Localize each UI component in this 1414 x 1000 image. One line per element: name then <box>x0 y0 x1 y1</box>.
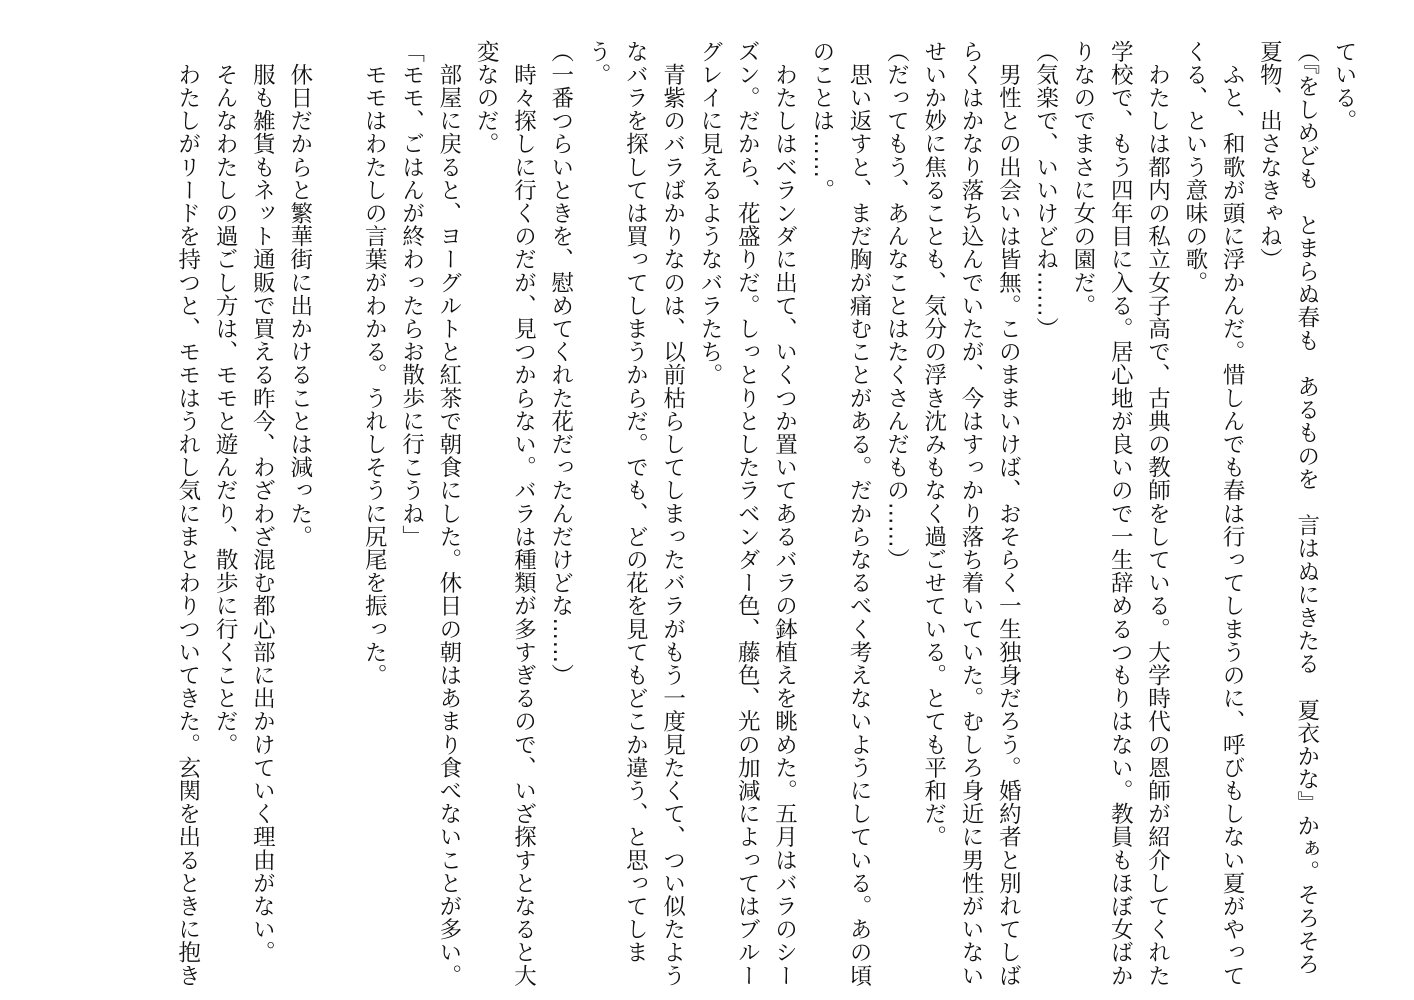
text-column: 学校で、もう四年目に入る。居心地が良いので一生辞めるつもりはない。教員もほぼ女ばか <box>1107 40 1134 988</box>
text-column: わたしがリードを持つと、モモはうれし気にまとわりついてきた。玄関を出るときに抱き <box>174 40 201 988</box>
text-column: なバラを探しては買ってしまうからだ。でも、どの花を見てもどこか違う、と思ってしま <box>622 40 649 964</box>
text-column: （一番つらいときを、慰めてくれた花だったんだけどな……） <box>547 40 574 687</box>
text-column: 思い返すと、まだ胸が痛むことがある。だからなるべく考えないようにしている。あの頃 <box>846 40 873 988</box>
text-column: 時々探しに行くのだが、見つからない。バラは種類が多すぎるので、いざ探すとなると大 <box>510 40 537 988</box>
text-column: ズン。だから、花盛りだ。しっとりとしたラベンダー色、藤色、光の加減によってはブルー <box>734 40 761 988</box>
text-column: （『をしめども とまらぬ春も あるものを 言はぬにきたる 夏衣かな』かぁ。そろそろ <box>1293 40 1320 976</box>
text-column: 夏物、出さなきゃね） <box>1256 40 1283 271</box>
text-column: ふと、和歌が頭に浮かんだ。惜しんでも春は行ってしまうのに、呼びもしない夏がやって <box>1219 40 1246 988</box>
text-column: わたしは都内の私立女子高で、古典の教師をしている。大学時代の恩師が紹介してくれた <box>1144 40 1171 988</box>
text-column: （気楽で、いいけどね……） <box>1032 40 1059 341</box>
text-column: 部屋に戻ると、ヨーグルトと紅茶で朝食にした。休日の朝はあまり食べないことが多い。 <box>435 40 462 988</box>
text-column: 青紫のバラばかりなのは、以前枯らしてしまったバラがもう一度見たくて、つい似たよう <box>659 40 686 988</box>
vertical-text-body <box>169 40 1363 988</box>
text-column: せいか妙に焦ることも、気分の浮き沈みもなく過ごせている。とても平和だ。 <box>920 40 947 849</box>
text-column: りなのでまさに女の園だ。 <box>1069 40 1096 318</box>
text-column: モモはわたしの言葉がわかる。うれしそうに尻尾を振った。 <box>361 40 388 687</box>
text-column: のことは……。 <box>808 40 835 202</box>
text-column: そんなわたしの過ごし方は、モモと遊んだり、散歩に行くことだ。 <box>212 40 239 757</box>
text-column: う。 <box>585 40 612 87</box>
text-column: グレイに見えるようなバラたち。 <box>696 40 723 387</box>
text-column: わたしはベランダに出て、いくつか置いてあるバラの鉢植えを眺めた。五月はバラのシー <box>771 40 798 988</box>
text-column: 休日だからと繁華街に出かけることは減った。 <box>286 40 313 549</box>
text-column: 男性との出会いは皆無。このままいけば、おそらく一生独身だろう。婚約者と別れてしば <box>995 40 1022 988</box>
text-column: 服も雑貨もネット通販で買える昨今、わざわざ混む都心部に出かけていく理由がない。 <box>249 40 276 964</box>
text-column: ている。 <box>1331 40 1357 133</box>
text-column: らくはかなり落ち込んでいたが、今はすっかり落ち着いていた。むしろ身近に男性がいない <box>958 40 985 988</box>
blank-column <box>318 40 355 970</box>
text-column: 変なのだ。 <box>473 40 500 156</box>
text-column: くる、という意味の歌。 <box>1181 40 1208 295</box>
text-column: （だってもう、あんなことはたくさんだもの……） <box>883 40 910 572</box>
text-column: 「モモ、ごはんが終わったらお散歩に行こうね」 <box>398 40 425 549</box>
